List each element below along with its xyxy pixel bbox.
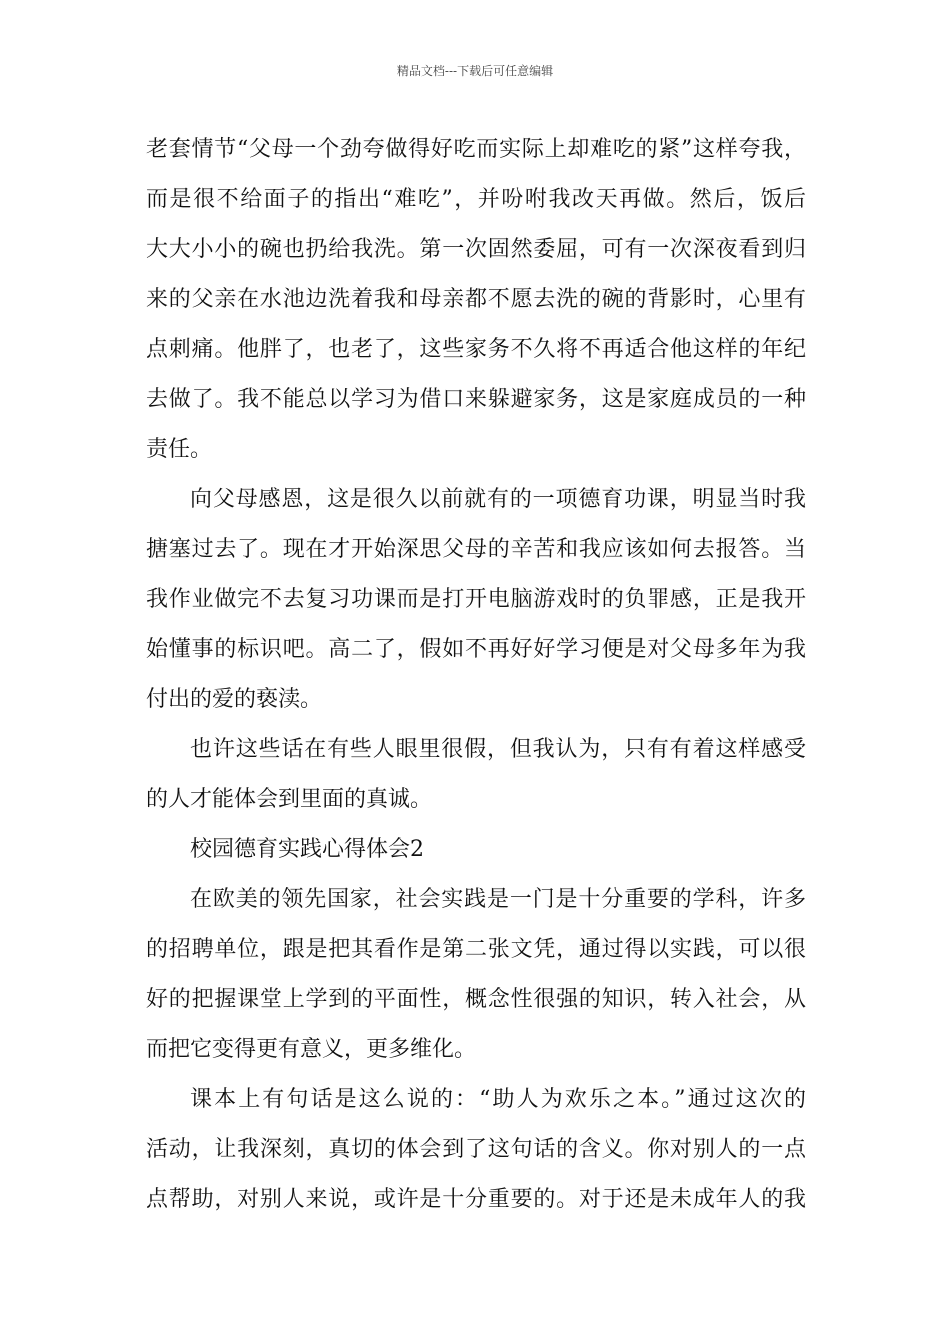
text-line: 我作业做完不去复习功课而是打开电脑游戏时的负罪感，正是我开 xyxy=(146,587,806,612)
text-line: 始懂事的标识吧。高二了，假如不再好好学习便是对父母多年为我 xyxy=(146,637,806,662)
text-line: 而把它变得更有意义，更多维化。 xyxy=(146,1037,477,1062)
text-line: 付出的爱的亵渎。 xyxy=(146,687,323,712)
paragraph-first-line: 也许这些话在有些人眼里很假，但我认为，只有有着这样感受 xyxy=(190,737,806,762)
text-line: 大大小小的碗也扔给我洗。第一次固然委屈，可有一次深夜看到归 xyxy=(146,237,806,262)
text-line: 好的把握课堂上学到的平面性，概念性很强的知识，转入社会，从 xyxy=(146,987,806,1012)
text-line: 来的父亲在水池边洗着我和母亲都不愿去洗的碗的背影时，心里有 xyxy=(146,287,806,312)
text-line: 点刺痛。他胖了，也老了，这些家务不久将不再适合他这样的年纪 xyxy=(146,337,806,362)
text-line: 活动，让我深刻，真切的体会到了这句话的含义。你对别人的一点 xyxy=(146,1137,806,1162)
text-line: 的人才能体会到里面的真诚。 xyxy=(146,787,433,812)
text-line: 而是很不给面子的指出“难吃”，并吩咐我改天再做。然后，饭后 xyxy=(146,187,806,212)
paragraph-first-line: 在欧美的领先国家，社会实践是一门是十分重要的学科，许多 xyxy=(190,887,806,912)
section-heading: 校园德育实践心得体会2 xyxy=(190,837,424,862)
text-line: 责任。 xyxy=(146,437,213,462)
text-line: 点帮助，对别人来说，或许是十分重要的。对于还是未成年人的我 xyxy=(146,1187,806,1212)
text-line: 去做了。我不能总以学习为借口来躲避家务，这是家庭成员的一种 xyxy=(146,387,806,412)
paragraph-first-line: 课本上有句话是这么说的：“助人为欢乐之本。”通过这次的 xyxy=(190,1087,806,1112)
text-line: 的招聘单位，跟是把其看作是第二张文凭，通过得以实践，可以很 xyxy=(146,937,806,962)
text-line: 搪塞过去了。现在才开始深思父母的辛苦和我应该如何去报答。当 xyxy=(146,537,806,562)
text-line: 老套情节“父母一个劲夸做得好吃而实际上却难吃的紧”这样夸我， xyxy=(146,137,806,162)
paragraph-first-line: 向父母感恩，这是很久以前就有的一项德育功课，明显当时我 xyxy=(190,487,806,512)
page-header: 精品文档---下载后可任意编辑 xyxy=(396,64,554,78)
